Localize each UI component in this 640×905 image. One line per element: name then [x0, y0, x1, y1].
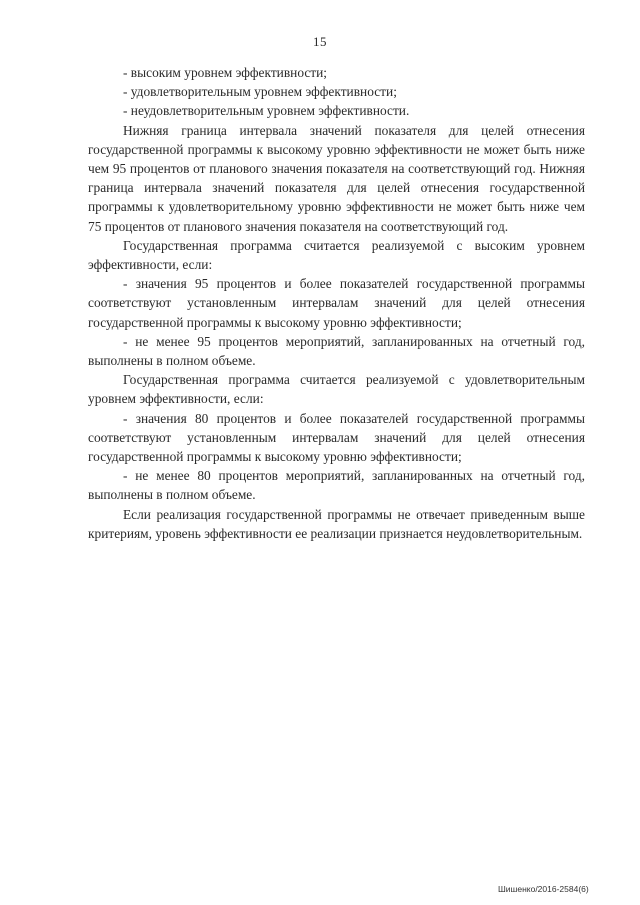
list-item-satisfactory-efficiency: - удовлетворительным уровнем эффективности; — [123, 84, 397, 100]
list-item-high-indicators: - значения 95 процентов и более показателей государственной программы соответствуют установленным интервалам значений для целей отнесения государственной программы к высокому уровню эффективности; — [88, 276, 585, 330]
page-number: 15 — [313, 34, 327, 49]
paragraph-satisfactory-intro: Государственная программа считается реализуемой с удовлетворительным уровнем эффективности, если: — [88, 372, 585, 407]
paragraph-unsatisfactory-conclusion: Если реализация государственной программы не отвечает приведенным выше критериям, уровень эффективности ее реализации признается неудовлетворительным. — [88, 506, 585, 541]
paragraph-lower-bound: Нижняя граница интервала значений показателя для целей отнесения государственной программы к высокому уровню эффективности не может быть ниже чем 95 процентов от планового значения показателя на соответствующий год. Нижняя граница интервала значений показателя для целей отнесения государственной программы к удовлетворительному уровню эффективности не может быть ниже чем 75 процентов от планового значения показателя на соответствующий год. — [88, 122, 585, 234]
document-body — [88, 63, 585, 543]
list-item-unsatisfactory-efficiency: - неудовлетворительным уровнем эффективности. — [123, 103, 410, 119]
list-item-satisfactory-indicators: - значения 80 процентов и более показателей государственной программы соответствуют установленным интервалам значений для целей отнесения государственной программы к высокому уровню эффективности; — [88, 410, 585, 465]
list-item-high-efficiency: - высоким уровнем эффективности; — [123, 65, 328, 80]
paragraph-high-efficiency-intro: Государственная программа считается реализуемой с высоким уровнем эффективности, если: — [88, 237, 585, 273]
footer-document-code: Шишенко/2016-2584(6) — [498, 884, 589, 894]
list-item-high-activities: - не менее 95 процентов мероприятий, запланированных на отчетный год, выполнены в полном объеме. — [88, 333, 585, 369]
list-item-satisfactory-activities: - не менее 80 процентов мероприятий, запланированных на отчетный год, выполнены в полном объеме. — [88, 468, 585, 503]
